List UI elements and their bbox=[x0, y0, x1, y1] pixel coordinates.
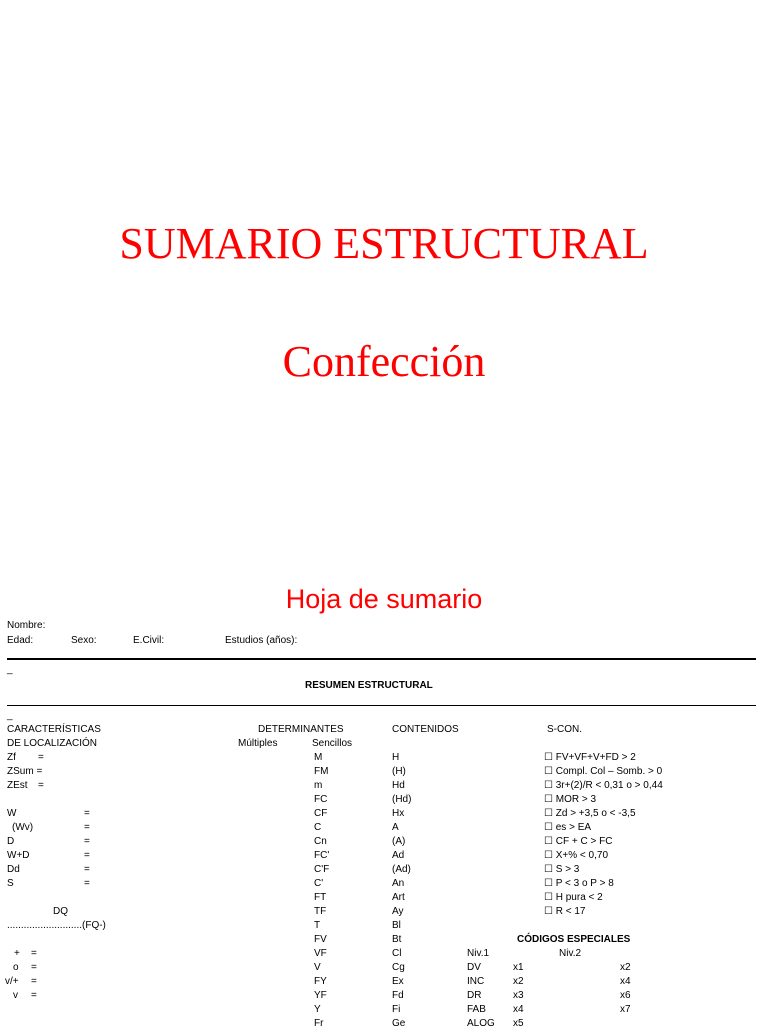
scon-criterion: ☐ R < 17 bbox=[544, 906, 586, 917]
sencillos-header: Sencillos bbox=[312, 738, 353, 749]
zest-eq: = bbox=[38, 780, 44, 791]
codigo-nivel1-weight: x5 bbox=[513, 1018, 524, 1029]
contenido-code: Art bbox=[392, 892, 405, 903]
determinante-sencillo: Fr bbox=[314, 1018, 324, 1029]
contenido-code: Fi bbox=[392, 1004, 401, 1015]
determinante-sencillo: VF bbox=[314, 948, 327, 959]
determinante-sencillo: Y bbox=[314, 1004, 321, 1015]
divider-middle bbox=[7, 705, 756, 706]
d-eq: = bbox=[84, 836, 90, 847]
dq-plus-eq: = bbox=[31, 948, 37, 959]
dq-o-eq: = bbox=[31, 962, 37, 973]
wd-eq: = bbox=[84, 850, 90, 861]
determinante-sencillo: FV bbox=[314, 934, 327, 945]
wv-eq: = bbox=[84, 822, 90, 833]
contenido-code: (H) bbox=[392, 766, 406, 777]
summary-heading: RESUMEN ESTRUCTURAL bbox=[305, 680, 433, 691]
dq-v-eq: = bbox=[31, 990, 37, 1001]
determinantes-header: DETERMINANTES bbox=[258, 724, 344, 735]
codigo-nivel2-weight: x2 bbox=[620, 962, 631, 973]
wv-label: (Wv) bbox=[12, 822, 34, 833]
scon-criterion: ☐ 3r+(2)/R < 0,31 o > 0,44 bbox=[544, 780, 663, 791]
determinante-sencillo: TF bbox=[314, 906, 327, 917]
zf-label: Zf bbox=[7, 752, 16, 763]
contenido-code: Ay bbox=[392, 906, 404, 917]
scon-criterion: ☐ X+% < 0,70 bbox=[544, 850, 609, 861]
contenido-code: Bt bbox=[392, 934, 402, 945]
sexo-label: Sexo: bbox=[71, 635, 97, 646]
determinante-sencillo: C'F bbox=[314, 864, 330, 875]
codigo-especial-name: INC bbox=[467, 976, 485, 987]
wd-label: W+D bbox=[7, 850, 30, 861]
scon-header: S-CON. bbox=[547, 724, 582, 735]
determinante-sencillo: C' bbox=[314, 878, 324, 889]
edad-label: Edad: bbox=[7, 635, 34, 646]
zsum-label: ZSum = bbox=[7, 766, 43, 777]
divider-top bbox=[7, 658, 756, 660]
contenido-code: An bbox=[392, 878, 405, 889]
determinante-sencillo: FY bbox=[314, 976, 327, 987]
determinante-sencillo: CF bbox=[314, 808, 328, 819]
zf-eq: = bbox=[38, 752, 44, 763]
scon-criterion: ☐ S > 3 bbox=[544, 864, 580, 875]
codigo-nivel1-weight: x1 bbox=[513, 962, 524, 973]
contenido-code: (A) bbox=[392, 836, 406, 847]
multiples-header: Múltiples bbox=[238, 738, 278, 749]
w-label: W bbox=[7, 808, 17, 819]
determinante-sencillo: V bbox=[314, 962, 321, 973]
codigo-nivel2-weight: x7 bbox=[620, 1004, 631, 1015]
contenido-code: Fd bbox=[392, 990, 404, 1001]
contenido-code: Hd bbox=[392, 780, 405, 791]
codigos-title: CÓDIGOS ESPECIALES bbox=[517, 934, 631, 945]
scon-criterion: ☐ P < 3 o P > 8 bbox=[544, 878, 614, 889]
codigo-nivel2-weight: x4 bbox=[620, 976, 631, 987]
codigo-nivel1-weight: x3 bbox=[513, 990, 524, 1001]
dq-plus-label: + bbox=[14, 948, 20, 959]
contenido-code: Hx bbox=[392, 808, 405, 819]
contenido-code: Ge bbox=[392, 1018, 406, 1029]
scon-criterion: ☐ MOR > 3 bbox=[544, 794, 597, 805]
dq-line: ...........................(FQ-) bbox=[7, 920, 106, 931]
sheet-title: Hoja de sumario bbox=[285, 584, 483, 614]
contenidos-header: CONTENIDOS bbox=[392, 724, 459, 735]
contenido-code: H bbox=[392, 752, 400, 763]
divider-dash: _ bbox=[7, 664, 13, 675]
d-label: D bbox=[7, 836, 15, 847]
determinante-sencillo: YF bbox=[314, 990, 327, 1001]
scon-criterion: ☐ es > EA bbox=[544, 822, 592, 833]
contenido-code: Ad bbox=[392, 850, 405, 861]
determinante-sencillo: FC bbox=[314, 794, 328, 805]
scon-criterion: ☐ CF + C > FC bbox=[544, 836, 613, 847]
dq-o-label: o bbox=[13, 962, 19, 973]
secondary-title: Confección bbox=[282, 337, 486, 386]
contenido-code: (Hd) bbox=[392, 794, 412, 805]
codigo-nivel1-weight: x2 bbox=[513, 976, 524, 987]
divider-dash-2: _ bbox=[7, 710, 13, 721]
localizacion-header: DE LOCALIZACIÓN bbox=[7, 738, 98, 749]
determinante-sencillo: M bbox=[314, 752, 323, 763]
codigo-nivel2-weight: x6 bbox=[620, 990, 631, 1001]
zest-label: ZEst bbox=[7, 780, 28, 791]
estudios-label: Estudios (años): bbox=[225, 635, 298, 646]
niv2-label: Niv.2 bbox=[559, 948, 582, 959]
s-label: S bbox=[7, 878, 14, 889]
dq-label: DQ bbox=[53, 906, 68, 917]
caracteristicas-header: CARACTERÍSTICAS bbox=[7, 724, 101, 735]
codigo-especial-name: FAB bbox=[467, 1004, 486, 1015]
dq-v-label: v bbox=[13, 990, 18, 1001]
determinante-sencillo: C bbox=[314, 822, 322, 833]
contenido-code: Bl bbox=[392, 920, 401, 931]
scon-criterion: ☐ FV+VF+V+FD > 2 bbox=[544, 752, 636, 763]
codigo-especial-name: DR bbox=[467, 990, 482, 1001]
niv1-label: Niv.1 bbox=[467, 948, 490, 959]
contenido-code: A bbox=[392, 822, 399, 833]
contenido-code: (Ad) bbox=[392, 864, 411, 875]
dd-label: Dd bbox=[7, 864, 20, 875]
codigo-especial-name: DV bbox=[467, 962, 481, 973]
codigo-nivel1-weight: x4 bbox=[513, 1004, 524, 1015]
scon-criterion: ☐ Zd > +3,5 o < -3,5 bbox=[544, 808, 636, 819]
determinante-sencillo: T bbox=[314, 920, 321, 931]
nombre-label: Nombre: bbox=[7, 620, 46, 631]
dq-vplus-eq: = bbox=[31, 976, 37, 987]
dd-eq: = bbox=[84, 864, 90, 875]
w-eq: = bbox=[84, 808, 90, 819]
dq-vplus-label: v/+ bbox=[5, 976, 19, 987]
determinante-sencillo: Cn bbox=[314, 836, 327, 847]
scon-criterion: ☐ H pura < 2 bbox=[544, 892, 603, 903]
determinante-sencillo: FM bbox=[314, 766, 329, 777]
ecivil-label: E.Civil: bbox=[133, 635, 165, 646]
main-title: SUMARIO ESTRUCTURAL bbox=[119, 219, 649, 268]
determinante-sencillo: m bbox=[314, 780, 323, 791]
contenido-code: Cl bbox=[392, 948, 402, 959]
determinante-sencillo: FC' bbox=[314, 850, 330, 861]
codigo-especial-name: ALOG bbox=[467, 1018, 495, 1029]
scon-criterion: ☐ Compl. Col – Somb. > 0 bbox=[544, 766, 663, 777]
determinante-sencillo: FT bbox=[314, 892, 327, 903]
contenido-code: Cg bbox=[392, 962, 405, 973]
contenido-code: Ex bbox=[392, 976, 404, 987]
s-eq: = bbox=[84, 878, 90, 889]
